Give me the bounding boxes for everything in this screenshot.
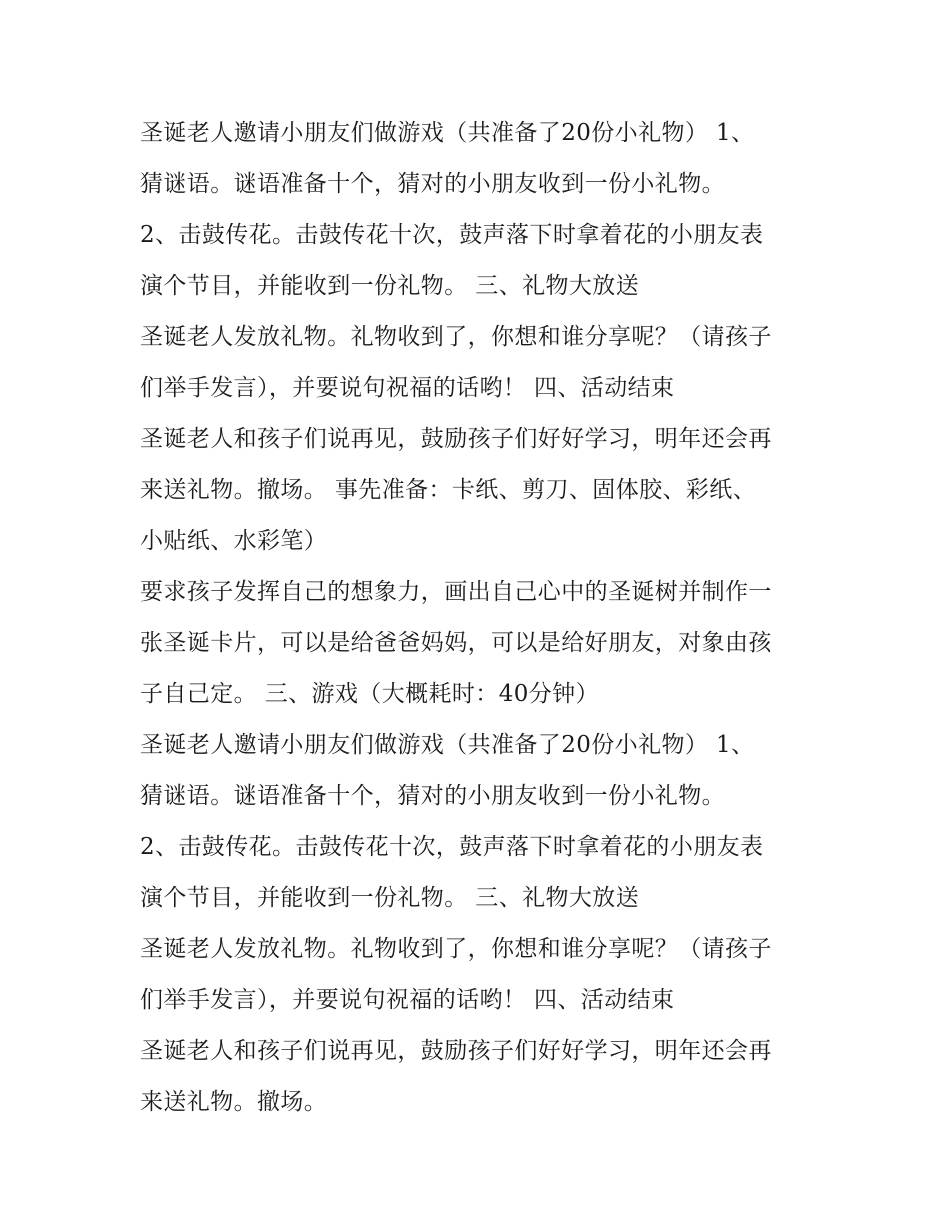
text-line: 们举手发言），并要说句祝福的话哟！ 四、活动结束 xyxy=(140,375,675,401)
text-line: 来送礼物。撤场。 xyxy=(140,1089,328,1115)
document-body xyxy=(140,108,820,1128)
text-line: 圣诞老人发放礼物。礼物收到了，你想和谁分享呢？（请孩子 xyxy=(140,324,772,350)
text-line: 小贴纸、水彩笔） xyxy=(140,528,328,554)
text-line: 2、击鼓传花。击鼓传花十次，鼓声落下时拿着花的小朋友表 xyxy=(140,222,764,248)
text-line: 圣诞老人邀请小朋友们做游戏（共准备了20份小礼物） 1、 xyxy=(140,732,755,758)
text-line: 演个节目，并能收到一份礼物。 三、礼物大放送 xyxy=(140,885,640,911)
text-line: 子自己定。 三、游戏（大概耗时：40分钟） xyxy=(140,681,599,707)
text-line: 要求孩子发挥自己的想象力，画出自己心中的圣诞树并制作一 xyxy=(140,579,772,605)
text-line: 来送礼物。撤场。 事先准备：卡纸、剪刀、固体胶、彩纸、 xyxy=(140,477,757,503)
text-line: 猜谜语。谜语准备十个，猜对的小朋友收到一份小礼物。 xyxy=(140,783,725,809)
text-line: 猜谜语。谜语准备十个，猜对的小朋友收到一份小礼物。 xyxy=(140,171,725,197)
text-line: 2、击鼓传花。击鼓传花十次，鼓声落下时拿着花的小朋友表 xyxy=(140,834,764,860)
text-line: 们举手发言），并要说句祝福的话哟！ 四、活动结束 xyxy=(140,987,675,1013)
text-line: 圣诞老人和孩子们说再见，鼓励孩子们好好学习，明年还会再 xyxy=(140,426,772,452)
text-line: 圣诞老人邀请小朋友们做游戏（共准备了20份小礼物） 1、 xyxy=(140,120,755,146)
text-line: 圣诞老人和孩子们说再见，鼓励孩子们好好学习，明年还会再 xyxy=(140,1038,772,1064)
text-line: 演个节目，并能收到一份礼物。 三、礼物大放送 xyxy=(140,273,640,299)
text-line: 圣诞老人发放礼物。礼物收到了，你想和谁分享呢？（请孩子 xyxy=(140,936,772,962)
text-line: 张圣诞卡片，可以是给爸爸妈妈，可以是给好朋友，对象由孩 xyxy=(140,630,772,656)
